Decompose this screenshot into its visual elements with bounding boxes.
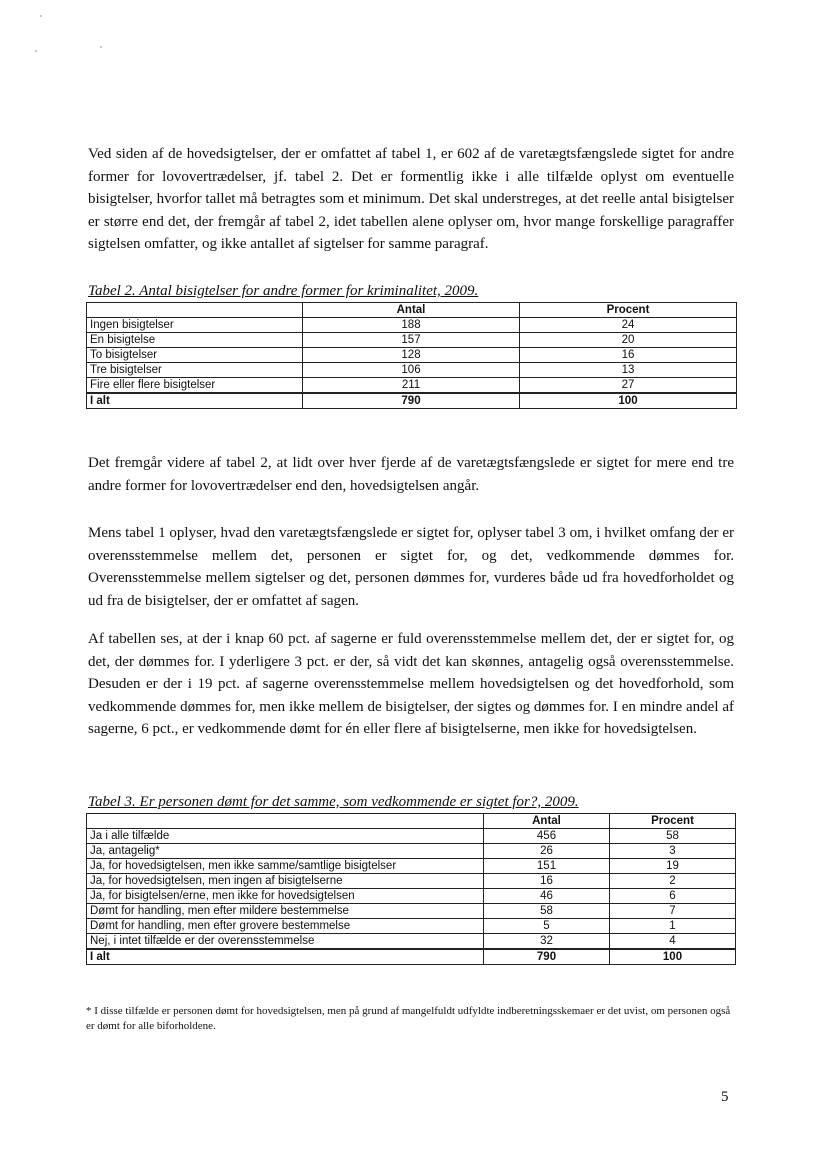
table-row <box>87 919 736 934</box>
row-label: Ja, for hovedsigtelsen, men ingen af bisigtelserne <box>87 874 484 889</box>
scan-speck <box>40 15 42 17</box>
count-cell: 128 <box>303 348 520 363</box>
page-number: 5 <box>721 1089 729 1105</box>
header-cell: Antal <box>303 303 520 318</box>
header-cell <box>87 814 484 829</box>
total-count: 790 <box>303 393 520 409</box>
count-cell: 188 <box>303 318 520 333</box>
header-cell: Antal <box>484 814 610 829</box>
header-cell: Procent <box>520 303 737 318</box>
row-label: Dømt for handling, men efter grovere bestemmelse <box>87 919 484 934</box>
total-count: 790 <box>484 949 610 965</box>
row-label: Fire eller flere bisigtelser <box>87 378 303 394</box>
table-header-row <box>87 303 737 318</box>
count-cell: 32 <box>484 934 610 950</box>
count-cell: 106 <box>303 363 520 378</box>
count-cell: 46 <box>484 889 610 904</box>
count-cell: 58 <box>484 904 610 919</box>
count-cell: 16 <box>484 874 610 889</box>
paragraph-1: Ved siden af de hovedsigtelser, der er omfattet af tabel 1, er 602 af de varetægtsfængslede sigtet for andre former for lovovertrædelser, jf. tabel 2. Det er formentlig ikke i alle tilfælde oplyst om eventuelle bisigtelser, hvorfor tallet må betragtes som et minimum. Det skal understreges, at det reelle antal bisigtelser er større end det, der fremgår af tabel 2, idet tabellen alene oplyser om, hvor mange forskellige paragraffer sigtelsen omfatter, og ikke antallet af sigtelser for samme paragraf. <box>88 146 734 252</box>
table-total-row <box>87 949 736 965</box>
table-row <box>87 318 737 333</box>
row-label: Ingen bisigtelser <box>87 318 303 333</box>
row-label: En bisigtelse <box>87 333 303 348</box>
paragraph-2: Det fremgår videre af tabel 2, at lidt over hver fjerde af de varetægtsfængslede er sigtet for mere end tre andre former for lovovertrædelser end den, hovedsigtelsen angår. <box>88 455 734 494</box>
percent-cell: 19 <box>610 859 736 874</box>
row-label: Tre bisigtelser <box>87 363 303 378</box>
count-cell: 211 <box>303 378 520 394</box>
percent-cell: 27 <box>520 378 737 394</box>
percent-cell: 24 <box>520 318 737 333</box>
count-cell: 456 <box>484 829 610 844</box>
count-cell: 5 <box>484 919 610 934</box>
header-cell: Procent <box>610 814 736 829</box>
paragraph-3: Mens tabel 1 oplyser, hvad den varetægtsfængslede er sigtet for, oplyser tabel 3 om, i hvilket omfang der er overensstemmelse mellem det, personen er sigtet for, og det, vedkommende dømmes for. Overensstemmelse mellem sigtelser og det, personen dømmes for, vurderes både ud fra hovedforholdet og ud fra de bisigtelser, der er omfattet af sagen. <box>88 525 734 609</box>
percent-cell: 3 <box>610 844 736 859</box>
row-label: Ja, antagelig* <box>87 844 484 859</box>
row-label: Dømt for handling, men efter mildere bestemmelse <box>87 904 484 919</box>
percent-cell: 16 <box>520 348 737 363</box>
table-header-row <box>87 814 736 829</box>
percent-cell: 4 <box>610 934 736 950</box>
table-3 <box>86 813 736 965</box>
row-label: Ja, for bisigtelsen/erne, men ikke for hovedsigtelsen <box>87 889 484 904</box>
header-cell <box>87 303 303 318</box>
row-label: Ja, for hovedsigtelsen, men ikke samme/samtlige bisigtelser <box>87 859 484 874</box>
row-label: Nej, i intet tilfælde er der overensstemmelse <box>87 934 484 950</box>
percent-cell: 20 <box>520 333 737 348</box>
paragraph-4: Af tabellen ses, at der i knap 60 pct. af sagerne er fuld overensstemmelse mellem det, der er sigtet for, og det, der dømmes for. I yderligere 3 pct. er der, så vidt det kan skønnes, antagelig også overensstemmelse. Desuden er der i 19 pct. af sagerne overensstemmelse mellem hovedsigtelsen og det hovedforhold, som vedkommende dømmes for, men ikke mellem de bisigtelser, der sigtes og dømmes for. I en mindre andel af sagerne, 6 pct., er vedkommende dømt for én eller flere af bisigtelserne, men ikke for hovedsigtelsen. <box>88 631 734 737</box>
table-2-caption: Tabel 2. Antal bisigtelser for andre former for kriminalitet, 2009. <box>88 283 479 299</box>
count-cell: 151 <box>484 859 610 874</box>
table-2 <box>86 302 737 409</box>
percent-cell: 6 <box>610 889 736 904</box>
percent-cell: 2 <box>610 874 736 889</box>
table-row <box>87 363 737 378</box>
table-row <box>87 844 736 859</box>
table-row <box>87 333 737 348</box>
percent-cell: 1 <box>610 919 736 934</box>
scan-speck <box>35 50 37 52</box>
table-row <box>87 829 736 844</box>
percent-cell: 13 <box>520 363 737 378</box>
row-label: To bisigtelser <box>87 348 303 363</box>
total-percent: 100 <box>520 393 737 409</box>
table-row <box>87 904 736 919</box>
total-percent: 100 <box>610 949 736 965</box>
table-3-footnote: * I disse tilfælde er personen dømt for hovedsigtelsen, men på grund af mangelfuldt udfyldte indberetningsskemaer er det uvist, om personen også er dømt for alle biforholdene. <box>86 1005 731 1032</box>
table-row <box>87 934 736 950</box>
table-total-row <box>87 393 737 409</box>
table-row <box>87 889 736 904</box>
count-cell: 26 <box>484 844 610 859</box>
count-cell: 157 <box>303 333 520 348</box>
percent-cell: 7 <box>610 904 736 919</box>
percent-cell: 58 <box>610 829 736 844</box>
table-row <box>87 874 736 889</box>
table-row <box>87 348 737 363</box>
total-label: I alt <box>87 393 303 409</box>
table-row <box>87 378 737 394</box>
table-row <box>87 859 736 874</box>
row-label: Ja i alle tilfælde <box>87 829 484 844</box>
table-3-caption: Tabel 3. Er personen dømt for det samme, som vedkommende er sigtet for?, 2009. <box>88 794 579 810</box>
scan-speck <box>100 46 102 48</box>
total-label: I alt <box>87 949 484 965</box>
